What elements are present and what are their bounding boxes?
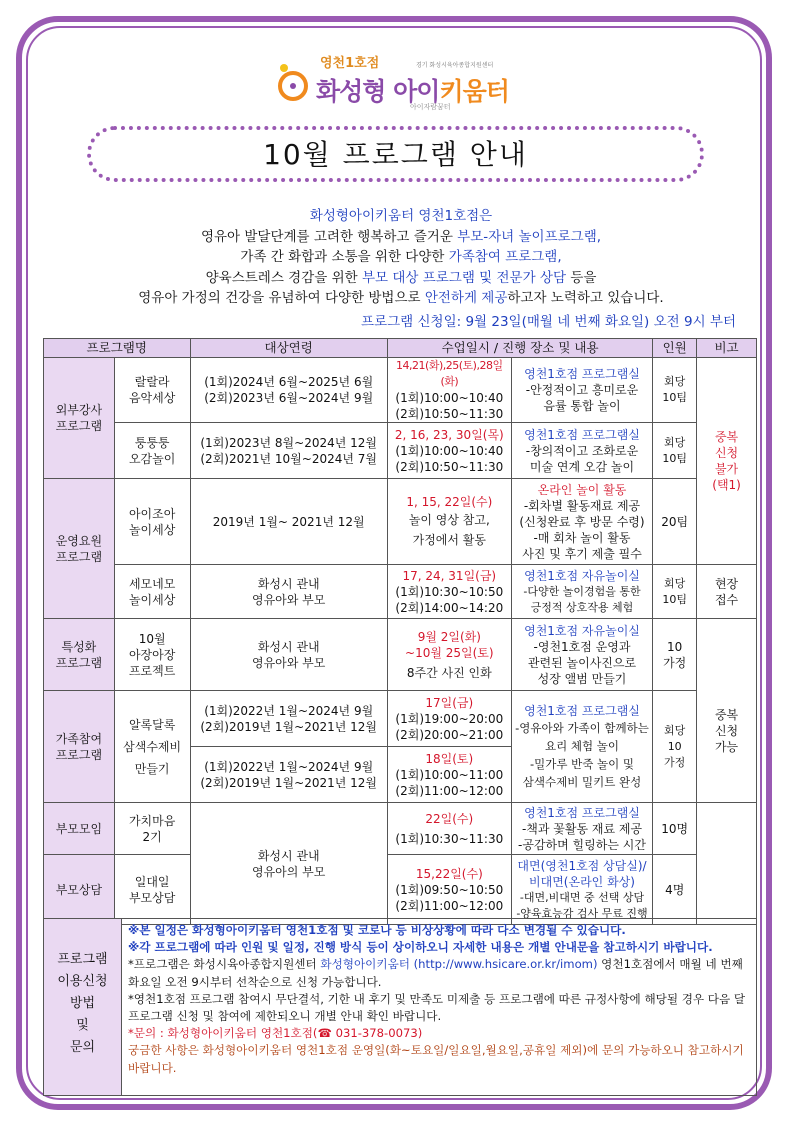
logo-org: 경기 화성시육아종합지원센터: [416, 62, 494, 69]
target-age: (1회)2022년 1월~2024년 9월 (2회)2019년 1월~2021년 12월: [190, 747, 387, 803]
category-family: 가족참여 프로그램: [44, 691, 115, 803]
note-item: ※각 프로그램에 따라 인원 및 일정, 진행 방식 등이 상이하오니 자세한 내용은 개별 안내문을 참고하시기 바랍니다.: [128, 940, 713, 955]
content-cell: 영천1호점 프로그램실 -창의적이고 조화로운 미술 연계 오감 놀이: [511, 423, 653, 479]
schedule-cell: 17일(금) (1회)19:00~20:00 (2회)20:00~21:00: [387, 691, 511, 747]
table-row: [44, 855, 757, 925]
logo-name: 화성형 아이키움터: [316, 77, 509, 106]
logo-tagline: 아이자람꿈터: [410, 103, 451, 111]
note-item: *프로그램은 화성시육아종합지원센터 화성형아이키움터 (http://www.hsicare.or.kr/imom) 영천1호점에서 매월 네 번째 화요일 오전 9시부터 선착순으로 신청 가능합니다.: [128, 957, 743, 989]
people-cell: 회당 10 가정: [653, 691, 697, 803]
notes-section: [43, 918, 757, 1096]
category-special: 특성화 프로그램: [44, 619, 115, 691]
category-parent-meeting: 부모모임: [44, 803, 115, 855]
col-header-note: 비고: [697, 339, 757, 358]
table-row: [44, 691, 757, 747]
target-age: (1회)2024년 6월~2025년 6월 (2회)2023년 6월~2024년 9월: [190, 358, 387, 423]
table-row: [44, 358, 757, 423]
note-item: 궁금한 사항은 화성형아이키움터 영천1호점 운영일(화~토요일/일요일,월요일,공휴일 제외)에 문의 가능하오니 참고하시기 바랍니다.: [128, 1043, 744, 1075]
schedule-cell: 2, 16, 23, 30일(목) (1회)10:00~10:40 (2회)10:50~11:30: [387, 423, 511, 479]
note-empty: [697, 803, 757, 925]
col-header-age: 대상연령: [190, 339, 387, 358]
category-operation: 운영요원 프로그램: [44, 479, 115, 619]
table-row: [44, 619, 757, 691]
people-cell: 4명: [653, 855, 697, 925]
program-name: 아이조아 놀이세상: [114, 479, 190, 565]
note-duplicate-yes: 중복 신청 가능: [697, 619, 757, 803]
title-banner: [87, 126, 704, 182]
people-cell: 회당 10팀: [653, 423, 697, 479]
apply-notice: 프로그램 신청일: 9월 23일(매월 네 번째 화요일) 오전 9시 부터: [361, 314, 736, 330]
intro-line2: 영유아 발달단계를 고려한 행복하고 즐거운 부모-자녀 놀이프로그램,: [200, 228, 602, 245]
target-age: (1회)2023년 8월~2024년 12월 (2회)2021년 10월~2024년 7월: [190, 423, 387, 479]
note-contact: *문의 : 화성형아이키움터 영천1호점(☎ 031-378-0073): [128, 1026, 423, 1041]
target-age: 화성시 관내 영유아의 부모: [190, 803, 387, 925]
schedule-cell: 14,21(화),25(토),28일(화) (1회)10:00~10:40 (2회)10:50~11:30: [387, 358, 511, 423]
schedule-cell: 18일(토) (1회)10:00~11:00 (2회)11:00~12:00: [387, 747, 511, 803]
intro-text: [46, 206, 756, 309]
content-cell: 온라인 놀이 활동 -회차별 활동재료 제공 (신청완료 후 방문 수령) -매 회차 놀이 활동 사진 및 후기 제출 필수: [511, 479, 653, 565]
target-age: 화성시 관내 영유아와 부모: [190, 565, 387, 619]
schedule-cell: 9월 2일(화) ~10월 25일(토) 8주간 사진 인화: [387, 619, 511, 691]
col-header-people: 인원: [653, 339, 697, 358]
table-row: [44, 479, 757, 565]
schedule-cell: 22일(수) (1회)10:30~11:30: [387, 803, 511, 855]
content-cell: 영천1호점 프로그램실 -영유아와 가족이 함께하는 요리 체험 놀이 -밀가루 반죽 놀이 및 삼색수제비 밀키트 완성: [511, 691, 653, 803]
people-cell: 10명: [653, 803, 697, 855]
note-item: ※본 일정은 화성형아이키움터 영천1호점 및 코로나 등 비상상황에 따라 다소 변경될 수 있습니다.: [128, 923, 626, 937]
sun-child-logo-icon: [276, 62, 310, 102]
people-cell: 회당 10팀: [653, 565, 697, 619]
col-header-schedule: 수업일시 / 진행 장소 및 내용: [387, 339, 652, 358]
intro-line5: 영유아 가정의 건강을 유념하여 다양한 방법으로 안전하게 제공하고자 노력하고 있습니다.: [138, 290, 664, 306]
people-cell: 회당 10팀: [653, 358, 697, 423]
program-name: 퉁퉁퉁 오감놀이: [114, 423, 190, 479]
target-age: 화성시 관내 영유아와 부모: [190, 619, 387, 691]
note-item: *영천1호점 프로그램 참여시 무단결석, 기한 내 후기 및 만족도 미제출 등 프로그램에 따른 규정사항에 해당될 경우 다음 달 프로그램 신청 및 참여에 제한되오니 개별 안내 확인 바랍니다.: [128, 991, 746, 1024]
table-row: [44, 565, 757, 619]
content-cell: 영천1호점 자유놀이실 -다양한 놀이경험을 통한 긍정적 상호작용 체험: [511, 565, 653, 619]
note-onsite: 현장 접수: [697, 565, 757, 619]
intro-line4: 양육스트레스 경감을 위한 부모 대상 프로그램 및 전문가 상담 등을: [205, 269, 597, 286]
intro-line3: 가족 간 화합과 소통을 위한 다양한 가족참여 프로그램,: [240, 249, 562, 265]
content-cell: 영천1호점 자유놀이실 -영천1호점 운영과 관련된 놀이사진으로 성장 앨범 만들기: [511, 619, 653, 691]
schedule-cell: 17, 24, 31일(금) (1회)10:30~10:50 (2회)14:00~14:20: [387, 565, 511, 619]
program-name: 일대일 부모상담: [114, 855, 190, 925]
program-name: 알록달록 삼색수제비 만들기: [114, 691, 190, 803]
target-age: (1회)2022년 1월~2024년 9월 (2회)2019년 1월~2021년 12월: [190, 691, 387, 747]
program-name: 10월 아장아장 프로젝트: [114, 619, 190, 691]
people-cell: 10 가정: [653, 619, 697, 691]
brand-logo: [276, 52, 526, 110]
intro-line1: 화성형아이키움터 영천1호점은: [309, 208, 493, 224]
page-title: 10월 프로그램 안내: [263, 138, 528, 171]
content-cell: 대면(영천1호점 상담실)/ 비대면(온라인 화상) -대면,비대면 중 선택 상담 -양육효능감 검사 무료 진행: [511, 855, 653, 925]
table-header-row: [44, 339, 757, 358]
category-counseling: 부모상담: [44, 855, 115, 925]
category-outside: 외부강사 프로그램: [44, 358, 115, 479]
table-row: [44, 803, 757, 855]
program-name: 랄랄라 음악세상: [114, 358, 190, 423]
logo-branch: 영천1호점: [320, 56, 380, 71]
program-name: 가치마음 2기: [114, 803, 190, 855]
program-table: [43, 338, 757, 925]
content-cell: 영천1호점 프로그램실 -책과 꽃활동 재료 제공 -공감하며 힐링하는 시간: [511, 803, 653, 855]
notes-body: [128, 922, 752, 1077]
people-cell: 20팀: [653, 479, 697, 565]
schedule-cell: 1, 15, 22일(수) 놀이 영상 참고, 가정에서 활동: [387, 479, 511, 565]
content-cell: 영천1호점 프로그램실 -안정적이고 흥미로운 음률 통합 놀이: [511, 358, 653, 423]
table-row: [44, 423, 757, 479]
schedule-cell: 15,22일(수) (1회)09:50~10:50 (2회)11:00~12:00: [387, 855, 511, 925]
target-age: 2019년 1월~ 2021년 12월: [190, 479, 387, 565]
col-header-program: 프로그램명: [44, 339, 191, 358]
note-duplicate-no: 중복 신청 불가 (택1): [697, 358, 757, 565]
program-name: 세모네모 놀이세상: [114, 565, 190, 619]
notes-label: 프로그램 이용신청 방법 및 문의: [44, 919, 122, 1095]
